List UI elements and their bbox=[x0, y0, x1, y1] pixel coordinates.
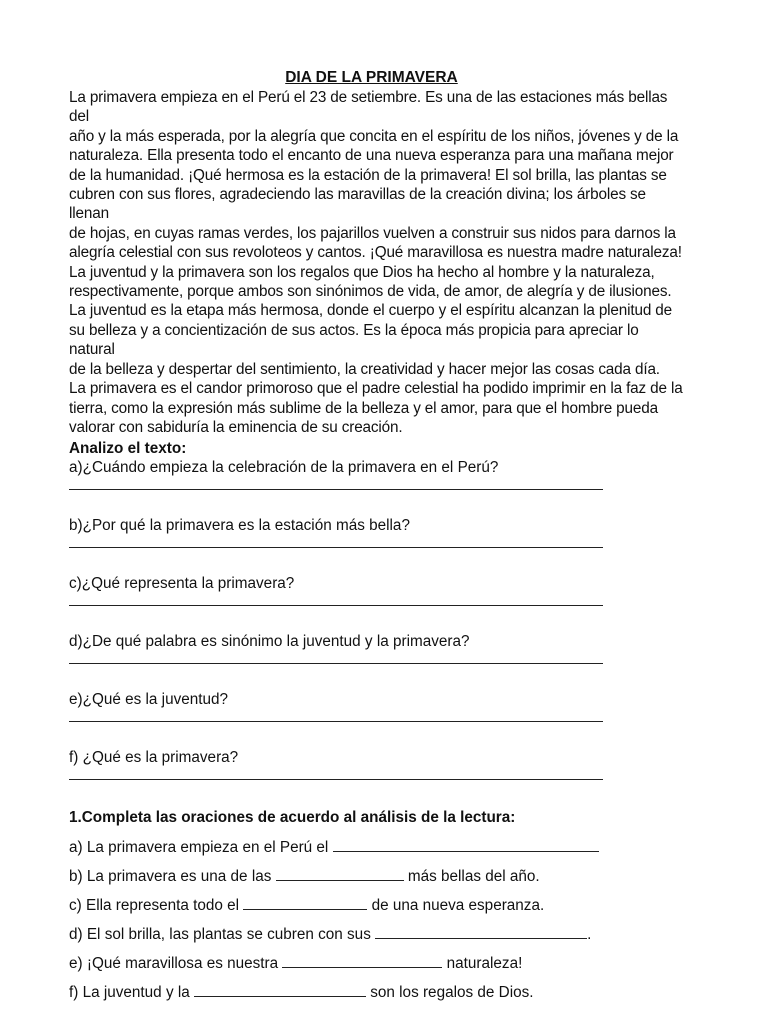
sentence-text: . bbox=[587, 926, 592, 944]
reading-line: tierra, como la expresión más sublime de la belleza y el amor, para que el hombre pueda bbox=[69, 399, 658, 417]
reading-line: cubren con sus flores, agradeciendo las maravillas de la creación divina; los árboles se llenan bbox=[69, 186, 646, 223]
reading-line: respectivamente, porque ambos son sinónimos de vida, de amor, de alegría y de ilusiones. bbox=[69, 283, 672, 301]
completion-sentence-f bbox=[69, 983, 688, 1002]
question-text: d)¿De qué palabra es sinónimo la juventud y la primavera? bbox=[69, 633, 470, 651]
sentence-text: e) ¡Qué maravillosa es nuestra bbox=[69, 955, 279, 973]
question-text: c)¿Qué representa la primavera? bbox=[69, 575, 295, 593]
fill-blank[interactable] bbox=[375, 926, 587, 939]
fill-blank[interactable] bbox=[282, 955, 442, 968]
fill-blank[interactable] bbox=[276, 868, 404, 881]
question-text: a)¿Cuándo empieza la celebración de la primavera en el Perú? bbox=[69, 459, 499, 477]
fill-blank[interactable] bbox=[194, 984, 366, 997]
question-d bbox=[69, 632, 688, 690]
reading-line: naturaleza. Ella presenta todo el encanto de una nueva esperanza para una mañana mejor bbox=[69, 147, 674, 165]
completion-heading: 1.Completa las oraciones de acuerdo al análisis de la lectura: bbox=[69, 809, 516, 827]
question-text: e)¿Qué es la juventud? bbox=[69, 691, 229, 709]
reading-line: La primavera es el candor primoroso que el padre celestial ha podido imprimir en la faz de la bbox=[69, 380, 683, 398]
sentence-text: más bellas del año. bbox=[407, 868, 540, 886]
sentence-text: b) La primavera es una de las bbox=[69, 868, 272, 886]
question-e bbox=[69, 690, 688, 748]
sentence-text: a) La primavera empieza en el Perú el bbox=[69, 839, 329, 857]
reading-line: alegría celestial con sus revoloteos y cantos. ¡Qué maravillosa es nuestra madre naturaleza! bbox=[69, 244, 682, 262]
reading-line: su belleza y a concientización de sus actos. Es la época más propicia para apreciar lo natural bbox=[69, 321, 639, 359]
sentence-text: f) La juventud y la bbox=[69, 984, 190, 1002]
answer-line[interactable] bbox=[69, 605, 603, 606]
question-b bbox=[69, 516, 688, 574]
question-f bbox=[69, 748, 688, 806]
reading-line: de hojas, en cuyas ramas verdes, los pajarillos vuelven a construir sus nidos para darnos la bbox=[69, 224, 676, 242]
reading-text bbox=[69, 88, 688, 437]
sentence-text: c) Ella representa todo el bbox=[69, 897, 240, 915]
question-text: f) ¿Qué es la primavera? bbox=[69, 749, 239, 767]
answer-line[interactable] bbox=[69, 721, 603, 722]
completion-sentence-a bbox=[69, 838, 688, 857]
sentence-text: naturaleza! bbox=[446, 955, 523, 973]
document-title: DIA DE LA PRIMAVERA bbox=[285, 69, 458, 86]
fill-blank[interactable] bbox=[333, 839, 599, 852]
completion-sentence-d bbox=[69, 925, 688, 944]
reading-line: año y la más esperada, por la alegría que concita en el espíritu de los niños, jóvenes y de la bbox=[69, 127, 679, 145]
answer-line[interactable] bbox=[69, 547, 603, 548]
sentence-text: d) El sol brilla, las plantas se cubren con sus bbox=[69, 926, 371, 944]
analysis-heading: Analizo el texto: bbox=[69, 440, 187, 458]
answer-line[interactable] bbox=[69, 779, 603, 780]
question-a bbox=[69, 458, 688, 516]
answer-line[interactable] bbox=[69, 489, 603, 490]
sentence-text: de una nueva esperanza. bbox=[371, 897, 545, 915]
reading-line: La juventud es la etapa más hermosa, donde el cuerpo y el espíritu alcanzan la plenitud de bbox=[69, 302, 673, 320]
reading-line: valorar con sabiduría la eminencia de su creación. bbox=[69, 418, 403, 436]
reading-line: de la belleza y despertar del sentimiento, la creatividad y hacer mejor las cosas cada día. bbox=[69, 360, 660, 378]
reading-line: La juventud y la primavera son los regalos que Dios ha hecho al hombre y la naturaleza, bbox=[69, 263, 655, 281]
reading-line: La primavera empieza en el Perú el 23 de setiembre. Es una de las estaciones más bellas del bbox=[69, 89, 668, 126]
answer-line[interactable] bbox=[69, 663, 603, 664]
fill-blank[interactable] bbox=[243, 897, 367, 910]
completion-sentence-e bbox=[69, 954, 688, 973]
question-text: b)¿Por qué la primavera es la estación más bella? bbox=[69, 517, 410, 535]
sentence-text: son los regalos de Dios. bbox=[370, 984, 534, 1002]
question-c bbox=[69, 574, 688, 632]
completion-sentence-b bbox=[69, 867, 688, 886]
completion-sentence-c bbox=[69, 896, 688, 915]
reading-line: de la humanidad. ¡Qué hermosa es la estación de la primavera! El sol brilla, las plantas se bbox=[69, 166, 667, 184]
